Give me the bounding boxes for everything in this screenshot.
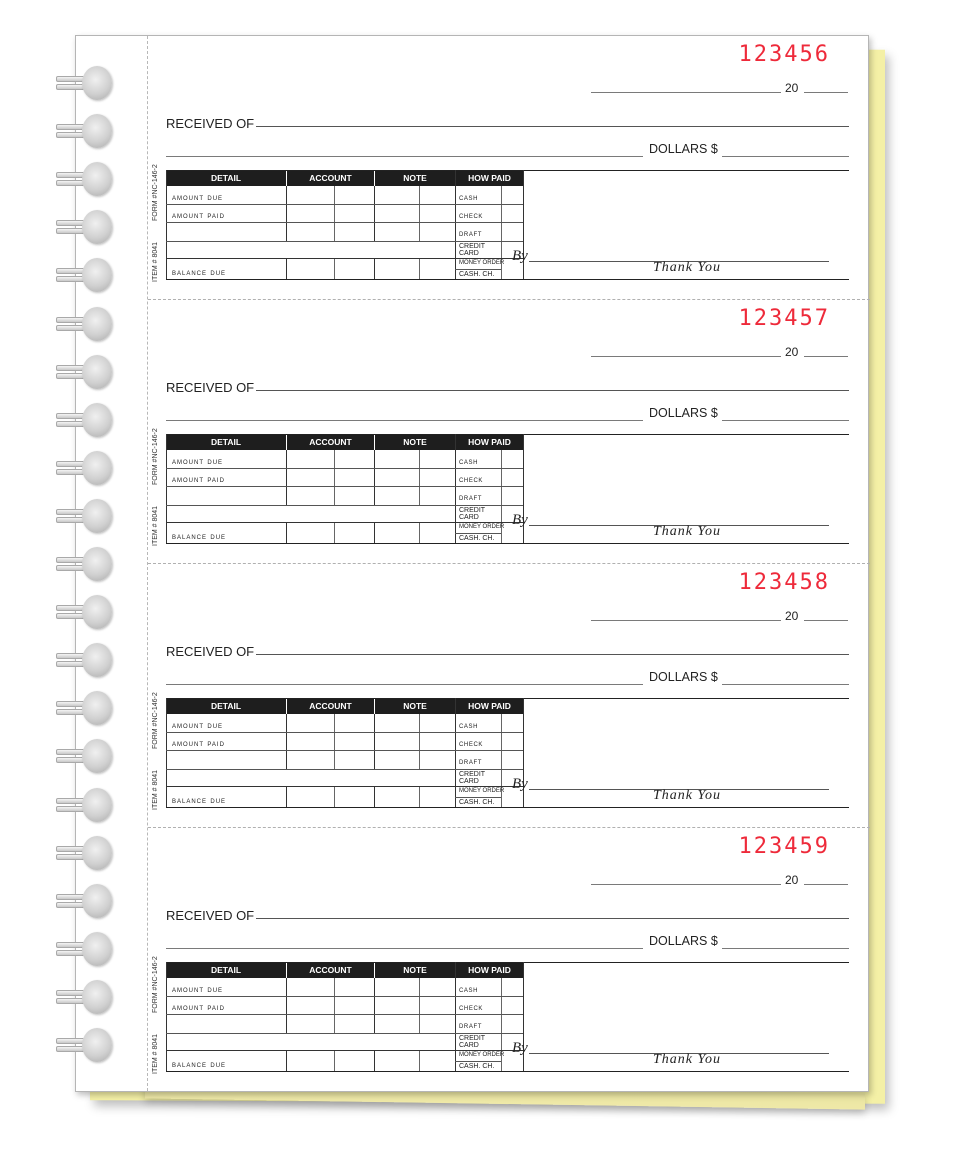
receipt [148, 828, 868, 1092]
binding-ring-icon [56, 788, 112, 824]
binding-ring-icon [56, 451, 112, 487]
receipt [148, 300, 868, 564]
header-note: NOTE [375, 435, 455, 450]
pay-money-order[interactable]: MONEY ORDER [459, 1052, 505, 1058]
thank-you-text: Thank You [653, 788, 722, 803]
binding-ring-icon [56, 691, 112, 727]
dollars-amount-field[interactable] [722, 420, 849, 421]
received-of-label: RECEIVED OF [166, 644, 255, 659]
thank-you-text: Thank You [653, 1052, 722, 1067]
form-code: FORM #NC-146-2 [152, 692, 159, 749]
form-code: FORM #NC-146-2 [152, 428, 159, 485]
payment-table [166, 962, 849, 1072]
year-field[interactable] [804, 356, 848, 357]
header-account: ACCOUNT [287, 699, 374, 714]
amount-words-field[interactable] [166, 948, 643, 949]
item-code: ITEM # 8041 [152, 505, 159, 546]
pay-money-order[interactable]: MONEY ORDER [459, 524, 505, 530]
by-label: By [512, 248, 528, 264]
pay-money-order[interactable]: MONEY ORDER [459, 260, 505, 266]
binding-ring-icon [56, 66, 112, 102]
payment-table [166, 698, 849, 808]
amount-paid-label: amount paid [172, 1002, 225, 1012]
receipt-number: 123457 [738, 306, 830, 331]
header-how-paid: HOW PAID [456, 699, 523, 714]
received-of-field[interactable] [256, 654, 849, 655]
binding-ring-icon [56, 1028, 112, 1064]
pay-check[interactable]: check [459, 210, 484, 220]
item-code: ITEM # 8041 [152, 1033, 159, 1074]
dollars-label: DOLLARS $ [649, 670, 718, 684]
pay-cash-ch[interactable]: CASH. CH. [459, 799, 495, 806]
item-code: ITEM # 8041 [152, 241, 159, 282]
received-of-field[interactable] [256, 918, 849, 919]
pay-draft[interactable]: draft [459, 228, 482, 238]
pay-check[interactable]: check [459, 1002, 484, 1012]
year-prefix: 20 [785, 873, 799, 887]
binding-ring-icon [56, 595, 112, 631]
pay-check[interactable]: check [459, 738, 484, 748]
year-field[interactable] [804, 92, 848, 93]
binding-ring-icon [56, 980, 112, 1016]
pay-draft[interactable]: draft [459, 756, 482, 766]
pay-draft[interactable]: draft [459, 1020, 482, 1030]
pay-credit-card[interactable]: CREDIT CARD [459, 771, 485, 785]
binding-ring-icon [56, 162, 112, 198]
header-account: ACCOUNT [287, 171, 374, 186]
dollars-label: DOLLARS $ [649, 934, 718, 948]
received-of-field[interactable] [256, 126, 849, 127]
amount-due-label: amount due [172, 720, 224, 730]
thank-you-text: Thank You [653, 524, 722, 539]
pay-cash[interactable]: cash [459, 984, 479, 994]
receipt-number: 123458 [738, 570, 830, 595]
binding-ring-icon [56, 547, 112, 583]
receipt-number: 123459 [738, 834, 830, 859]
dollars-label: DOLLARS $ [649, 142, 718, 156]
amount-words-field[interactable] [166, 420, 643, 421]
pay-cash[interactable]: cash [459, 720, 479, 730]
balance-due-label: balance due [172, 267, 227, 277]
pay-credit-card[interactable]: CREDIT CARD [459, 1035, 485, 1049]
amount-due-label: amount due [172, 984, 224, 994]
dollars-label: DOLLARS $ [649, 406, 718, 420]
date-field[interactable] [591, 356, 781, 357]
receipt [148, 564, 868, 828]
amount-paid-label: amount paid [172, 210, 225, 220]
by-label: By [512, 776, 528, 792]
binding-ring-icon [56, 836, 112, 872]
date-field[interactable] [591, 620, 781, 621]
balance-due-label: balance due [172, 795, 227, 805]
received-of-field[interactable] [256, 390, 849, 391]
receipt-number: 123456 [738, 42, 830, 67]
binding-ring-icon [56, 643, 112, 679]
dollars-amount-field[interactable] [722, 156, 849, 157]
pay-credit-card[interactable]: CREDIT CARD [459, 243, 485, 257]
pay-draft[interactable]: draft [459, 492, 482, 502]
amount-due-label: amount due [172, 456, 224, 466]
by-label: By [512, 512, 528, 528]
year-field[interactable] [804, 620, 848, 621]
payment-table [166, 170, 849, 280]
date-field[interactable] [591, 92, 781, 93]
header-how-paid: HOW PAID [456, 171, 523, 186]
amount-due-label: amount due [172, 192, 224, 202]
pay-cash-ch[interactable]: CASH. CH. [459, 535, 495, 542]
pay-money-order[interactable]: MONEY ORDER [459, 788, 505, 794]
pay-cash-ch[interactable]: CASH. CH. [459, 271, 495, 278]
year-prefix: 20 [785, 609, 799, 623]
received-of-label: RECEIVED OF [166, 908, 255, 923]
amount-paid-label: amount paid [172, 738, 225, 748]
form-code: FORM #NC-146-2 [152, 164, 159, 221]
header-how-paid: HOW PAID [456, 435, 523, 450]
pay-credit-card[interactable]: CREDIT CARD [459, 507, 485, 521]
header-note: NOTE [375, 963, 455, 978]
binding-ring-icon [56, 739, 112, 775]
receipt [148, 36, 868, 300]
thank-you-text: Thank You [653, 260, 722, 275]
header-how-paid: HOW PAID [456, 963, 523, 978]
binding-ring-icon [56, 499, 112, 535]
item-code: ITEM # 8041 [152, 769, 159, 810]
balance-due-label: balance due [172, 531, 227, 541]
year-prefix: 20 [785, 81, 799, 95]
binding-ring-icon [56, 355, 112, 391]
binding-ring-icon [56, 932, 112, 968]
amount-words-field[interactable] [166, 156, 643, 157]
binding-ring-icon [56, 210, 112, 246]
header-account: ACCOUNT [287, 435, 374, 450]
binding-ring-icon [56, 258, 112, 294]
header-note: NOTE [375, 171, 455, 186]
receipt-book-page [75, 35, 869, 1092]
amount-paid-label: amount paid [172, 474, 225, 484]
header-detail: DETAIL [166, 963, 286, 978]
received-of-label: RECEIVED OF [166, 380, 255, 395]
header-detail: DETAIL [166, 171, 286, 186]
binding-ring-icon [56, 884, 112, 920]
dollars-amount-field[interactable] [722, 948, 849, 949]
header-note: NOTE [375, 699, 455, 714]
header-account: ACCOUNT [287, 963, 374, 978]
year-field[interactable] [804, 884, 848, 885]
amount-words-field[interactable] [166, 684, 643, 685]
pay-cash[interactable]: cash [459, 192, 479, 202]
date-field[interactable] [591, 884, 781, 885]
pay-check[interactable]: check [459, 474, 484, 484]
received-of-label: RECEIVED OF [166, 116, 255, 131]
pay-cash-ch[interactable]: CASH. CH. [459, 1063, 495, 1070]
by-label: By [512, 1040, 528, 1056]
year-prefix: 20 [785, 345, 799, 359]
binding-ring-icon [56, 114, 112, 150]
dollars-amount-field[interactable] [722, 684, 849, 685]
header-detail: DETAIL [166, 699, 286, 714]
pay-cash[interactable]: cash [459, 456, 479, 466]
header-detail: DETAIL [166, 435, 286, 450]
binding-ring-icon [56, 307, 112, 343]
form-code: FORM #NC-146-2 [152, 956, 159, 1013]
payment-table [166, 434, 849, 544]
balance-due-label: balance due [172, 1059, 227, 1069]
binding-ring-icon [56, 403, 112, 439]
